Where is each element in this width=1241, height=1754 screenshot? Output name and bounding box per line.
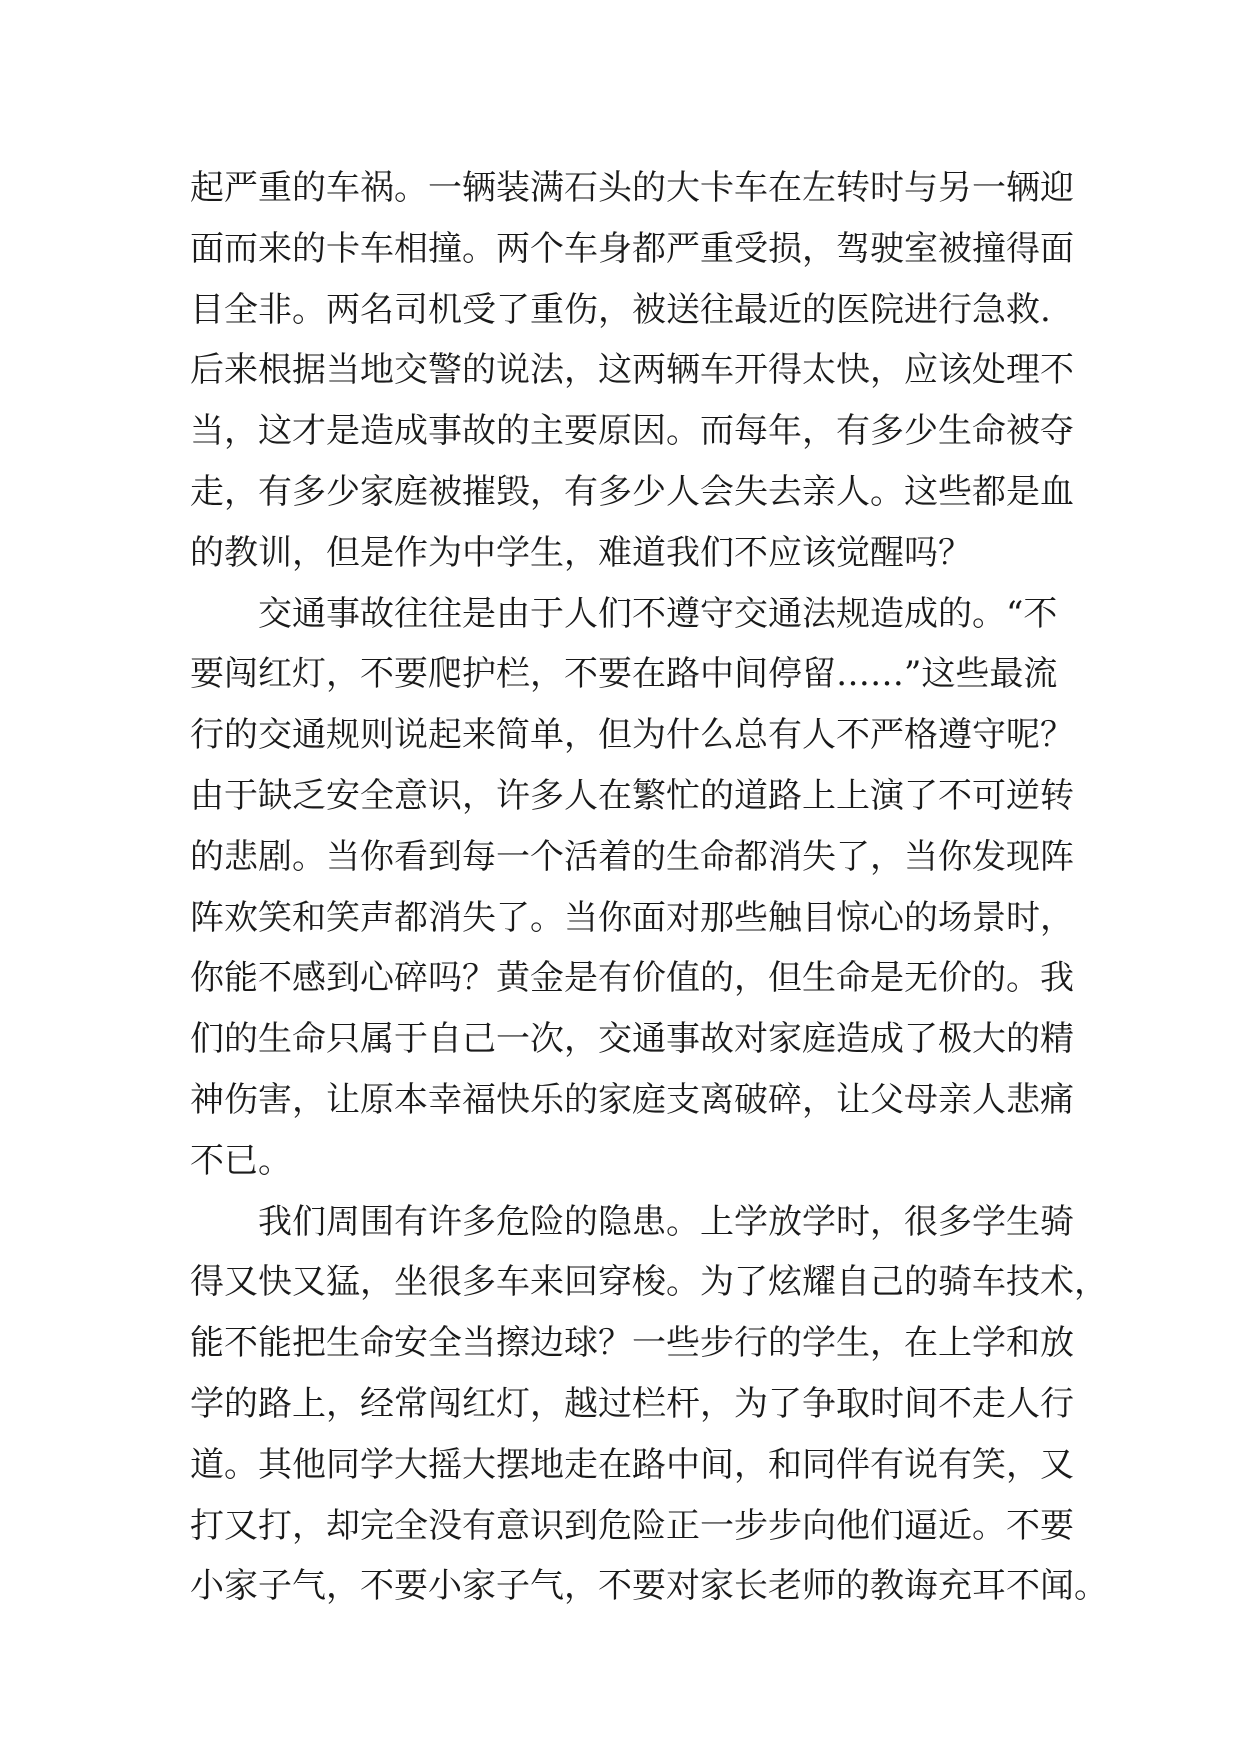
text-line: 们的生命只属于自己一次，交通事故对家庭造成了极大的精 [190,1019,1074,1060]
text-line: 由于缺乏安全意识，许多人在繁忙的道路上上演了不可逆转 [190,775,1074,816]
text-line: 小家子气，不要小家子气，不要对家长老师的教诲充耳不闻。 [190,1566,1108,1607]
text-line: 不已。 [190,1140,292,1181]
text-line: 你能不感到心碎吗？黄金是有价值的，但生命是无价的。我 [190,958,1074,999]
paragraph [190,1192,1108,1618]
text-line: 交通事故往往是由于人们不遵守交通法规造成的。“不 [258,593,1058,634]
text-line: 要闯红灯，不要爬护栏，不要在路中间停留……”这些最流 [190,654,1058,695]
text-line: 走，有多少家庭被摧毁，有多少人会失去亲人。这些都是血 [190,471,1074,512]
text-line: 学的路上，经常闯红灯，越过栏杆，为了争取时间不走人行 [190,1383,1074,1424]
text-line: 的悲剧。当你看到每一个活着的生命都消失了，当你发现阵 [190,836,1074,877]
text-line: 神伤害，让原本幸福快乐的家庭支离破碎，让父母亲人悲痛 [190,1079,1074,1120]
text-line: 阵欢笑和笑声都消失了。当你面对那些触目惊心的场景时， [190,897,1074,938]
text-line: 行的交通规则说起来简单，但为什么总有人不严格遵守呢？ [190,715,1074,756]
paragraph [190,584,1074,1192]
document-body [190,158,1108,1617]
text-line: 得又快又猛，坐很多车来回穿梭。为了炫耀自己的骑车技术， [190,1262,1108,1303]
text-line: 面而来的卡车相撞。两个车身都严重受损，驾驶室被撞得面 [190,228,1074,269]
text-line: 能不能把生命安全当擦边球？一些步行的学生，在上学和放 [190,1323,1074,1364]
text-line: 打又打，却完全没有意识到危险正一步步向他们逼近。不要 [190,1505,1074,1546]
text-line: 我们周围有许多危险的隐患。上学放学时，很多学生骑 [258,1201,1074,1242]
text-line: 道。其他同学大摇大摆地走在路中间，和同伴有说有笑，又 [190,1444,1074,1485]
text-line: 目全非。两名司机受了重伤，被送往最近的医院进行急救. [190,289,1051,330]
text-line: 起严重的车祸。一辆装满石头的大卡车在左转时与另一辆迎 [190,168,1074,208]
text-line: 后来根据当地交警的说法，这两辆车开得太快，应该处理不 [190,350,1074,391]
text-line: 的教训，但是作为中学生，难道我们不应该觉醒吗？ [190,532,972,573]
paragraph [190,158,1074,584]
text-line: 当，这才是造成事故的主要原因。而每年，有多少生命被夺 [190,411,1074,452]
